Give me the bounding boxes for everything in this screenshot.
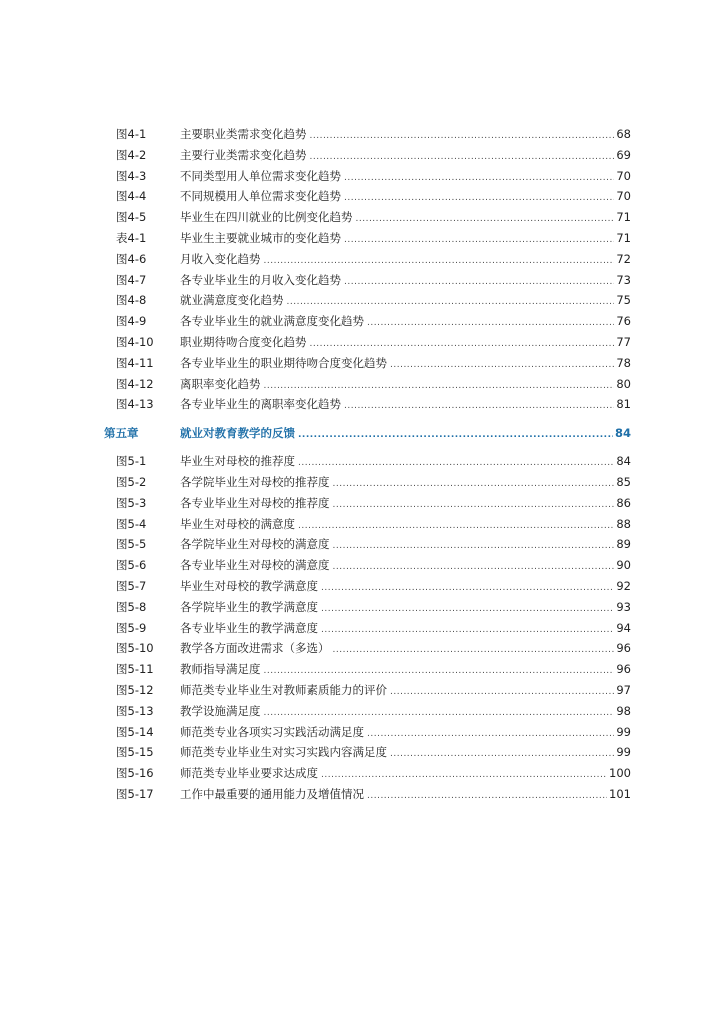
- toc-entry[interactable]: [0, 659, 724, 680]
- entry-number: 图4-7: [116, 272, 147, 287]
- dot-leader: [310, 334, 615, 355]
- dot-leader: [264, 376, 615, 397]
- toc-entry[interactable]: [0, 249, 724, 270]
- entry-number: 图4-9: [116, 314, 147, 329]
- entry-number: 图4-10: [116, 334, 154, 349]
- toc-chapter-5[interactable]: [0, 420, 724, 447]
- entry-page-number: 71: [616, 230, 631, 245]
- toc-entry[interactable]: [0, 311, 724, 332]
- entry-title: 不同规模用人单位需求变化趋势: [180, 189, 341, 204]
- dot-leader: [298, 422, 613, 449]
- toc-entry[interactable]: [0, 207, 724, 228]
- toc-entry[interactable]: [0, 514, 724, 535]
- toc-entry[interactable]: [0, 742, 724, 763]
- chapter-number: 第五章: [104, 426, 139, 441]
- dot-leader: [356, 209, 615, 230]
- section-4-entries: [0, 124, 724, 415]
- entry-title: 教师指导满足度: [180, 662, 261, 677]
- toc-entry[interactable]: [0, 597, 724, 618]
- entry-page-number: 69: [616, 147, 631, 162]
- entry-number: 图5-14: [116, 724, 154, 739]
- entry-number: 表4-1: [116, 230, 147, 245]
- table-of-contents: [0, 124, 724, 805]
- entry-title: 各专业毕业生的就业满意度变化趋势: [180, 314, 364, 329]
- toc-entry[interactable]: [0, 701, 724, 722]
- entry-title: 主要行业类需求变化趋势: [180, 147, 307, 162]
- entry-title: 不同类型用人单位需求变化趋势: [180, 168, 341, 183]
- entry-number: 图4-8: [116, 293, 147, 308]
- entry-page-number: 84: [616, 454, 631, 469]
- dot-leader: [333, 495, 615, 516]
- dot-leader: [287, 292, 615, 313]
- entry-number: 图4-3: [116, 168, 147, 183]
- entry-number: 图5-15: [116, 745, 154, 760]
- toc-entry[interactable]: [0, 784, 724, 805]
- entry-number: 图5-11: [116, 662, 154, 677]
- entry-title: 各专业毕业生的离职率变化趋势: [180, 397, 341, 412]
- entry-page-number: 75: [616, 293, 631, 308]
- entry-title: 毕业生对母校的满意度: [180, 516, 295, 531]
- toc-entry[interactable]: [0, 228, 724, 249]
- entry-title: 毕业生对母校的推荐度: [180, 454, 295, 469]
- toc-entry[interactable]: [0, 534, 724, 555]
- entry-number: 图5-5: [116, 537, 147, 552]
- entry-page-number: 92: [616, 578, 631, 593]
- entry-number: 图5-13: [116, 703, 154, 718]
- dot-leader: [310, 147, 615, 168]
- toc-entry[interactable]: [0, 638, 724, 659]
- dot-leader: [310, 126, 615, 147]
- entry-page-number: 96: [616, 662, 631, 677]
- toc-entry[interactable]: [0, 472, 724, 493]
- entry-page-number: 88: [616, 516, 631, 531]
- entry-page-number: 77: [616, 334, 631, 349]
- entry-page-number: 97: [616, 682, 631, 697]
- toc-entry[interactable]: [0, 124, 724, 145]
- toc-entry[interactable]: [0, 451, 724, 472]
- dot-leader: [333, 474, 615, 495]
- entry-title: 各学院毕业生的教学满意度: [180, 599, 318, 614]
- dot-leader: [344, 272, 614, 293]
- entry-page-number: 101: [609, 786, 631, 801]
- entry-number: 图4-5: [116, 210, 147, 225]
- entry-number: 图5-16: [116, 766, 154, 781]
- entry-number: 图5-3: [116, 495, 147, 510]
- entry-number: 图4-6: [116, 251, 147, 266]
- dot-leader: [333, 640, 615, 661]
- toc-entry[interactable]: [0, 374, 724, 395]
- entry-title: 职业期待吻合度变化趋势: [180, 334, 307, 349]
- toc-entry[interactable]: [0, 680, 724, 701]
- entry-title: 各专业毕业生的职业期待吻合度变化趋势: [180, 355, 387, 370]
- entry-title: 教学各方面改进需求（多选）: [180, 641, 330, 656]
- entry-number: 图5-2: [116, 474, 147, 489]
- entry-title: 离职率变化趋势: [180, 376, 261, 391]
- toc-entry[interactable]: [0, 145, 724, 166]
- entry-title: 师范类专业毕业生对教师素质能力的评价: [180, 682, 387, 697]
- dot-leader: [333, 557, 615, 578]
- entry-page-number: 93: [616, 599, 631, 614]
- entry-number: 图5-12: [116, 682, 154, 697]
- chapter-title: 就业对教育教学的反馈: [180, 426, 295, 441]
- toc-entry[interactable]: [0, 763, 724, 784]
- chapter-page-number: 84: [614, 426, 631, 441]
- entry-title: 月收入变化趋势: [180, 251, 261, 266]
- dot-leader: [367, 313, 614, 334]
- dot-leader: [321, 599, 614, 620]
- entry-page-number: 73: [616, 272, 631, 287]
- entry-number: 图5-9: [116, 620, 147, 635]
- entry-number: 图5-10: [116, 641, 154, 656]
- toc-entry[interactable]: [0, 618, 724, 639]
- dot-leader: [264, 661, 615, 682]
- dot-leader: [390, 682, 614, 703]
- entry-page-number: 100: [609, 766, 631, 781]
- entry-title: 师范类专业各项实习实践活动满足度: [180, 724, 364, 739]
- entry-number: 图4-11: [116, 355, 154, 370]
- entry-page-number: 96: [616, 641, 631, 656]
- entry-number: 图5-17: [116, 786, 154, 801]
- toc-entry[interactable]: [0, 186, 724, 207]
- entry-title: 教学设施满足度: [180, 703, 261, 718]
- dot-leader: [390, 355, 614, 376]
- entry-page-number: 70: [616, 168, 631, 183]
- entry-title: 师范类专业毕业要求达成度: [180, 766, 318, 781]
- entry-number: 图4-2: [116, 147, 147, 162]
- toc-entry[interactable]: [0, 722, 724, 743]
- entry-title: 就业满意度变化趋势: [180, 293, 284, 308]
- entry-number: 图5-8: [116, 599, 147, 614]
- entry-title: 各专业毕业生的教学满意度: [180, 620, 318, 635]
- toc-entry[interactable]: [0, 576, 724, 597]
- toc-entry[interactable]: [0, 394, 724, 415]
- entry-title: 毕业生在四川就业的比例变化趋势: [180, 210, 353, 225]
- dot-leader: [344, 188, 614, 209]
- dot-leader: [298, 516, 614, 537]
- dot-leader: [321, 765, 607, 786]
- entry-page-number: 68: [616, 127, 631, 141]
- dot-leader: [264, 251, 615, 272]
- entry-page-number: 80: [616, 376, 631, 391]
- entry-number: 图5-1: [116, 454, 147, 469]
- dot-leader: [367, 786, 607, 807]
- entry-page-number: 99: [616, 724, 631, 739]
- dot-leader: [321, 578, 614, 599]
- dot-leader: [264, 703, 615, 724]
- dot-leader: [321, 620, 614, 641]
- entry-page-number: 78: [616, 355, 631, 370]
- entry-page-number: 81: [616, 397, 631, 412]
- entry-title: 工作中最重要的通用能力及增值情况: [180, 786, 364, 801]
- entry-page-number: 71: [616, 210, 631, 225]
- dot-leader: [298, 453, 614, 474]
- toc-entry[interactable]: [0, 290, 724, 311]
- toc-entry[interactable]: [0, 353, 724, 374]
- section-5-entries: [0, 451, 724, 805]
- entry-number: 图5-4: [116, 516, 147, 531]
- toc-entry[interactable]: [0, 332, 724, 353]
- dot-leader: [344, 168, 614, 189]
- entry-title: 毕业生对母校的教学满意度: [180, 578, 318, 593]
- toc-entry[interactable]: [0, 493, 724, 514]
- dot-leader: [344, 396, 614, 417]
- entry-page-number: 99: [616, 745, 631, 760]
- entry-title: 各专业毕业生的月收入变化趋势: [180, 272, 341, 287]
- entry-title: 毕业生主要就业城市的变化趋势: [180, 230, 341, 245]
- entry-number: 图4-13: [116, 397, 154, 412]
- toc-entry[interactable]: [0, 166, 724, 187]
- entry-page-number: 94: [616, 620, 631, 635]
- entry-number: 图4-1: [116, 127, 147, 141]
- entry-page-number: 76: [616, 314, 631, 329]
- dot-leader: [367, 724, 614, 745]
- toc-entry[interactable]: [0, 555, 724, 576]
- entry-title: 各学院毕业生对母校的推荐度: [180, 474, 330, 489]
- dot-leader: [390, 744, 614, 765]
- entry-page-number: 85: [616, 474, 631, 489]
- entry-page-number: 90: [616, 558, 631, 573]
- entry-number: 图4-12: [116, 376, 154, 391]
- entry-page-number: 86: [616, 495, 631, 510]
- entry-number: 图4-4: [116, 189, 147, 204]
- entry-title: 各学院毕业生对母校的满意度: [180, 537, 330, 552]
- dot-leader: [344, 230, 614, 251]
- entry-title: 各专业毕业生对母校的推荐度: [180, 495, 330, 510]
- entry-title: 主要职业类需求变化趋势: [180, 127, 307, 141]
- entry-page-number: 70: [616, 189, 631, 204]
- entry-page-number: 72: [616, 251, 631, 266]
- entry-page-number: 98: [616, 703, 631, 718]
- entry-title: 师范类专业毕业生对实习实践内容满足度: [180, 745, 387, 760]
- toc-entry[interactable]: [0, 270, 724, 291]
- entry-title: 各专业毕业生对母校的满意度: [180, 558, 330, 573]
- entry-page-number: 89: [616, 537, 631, 552]
- dot-leader: [333, 536, 615, 557]
- entry-number: 图5-6: [116, 558, 147, 573]
- entry-number: 图5-7: [116, 578, 147, 593]
